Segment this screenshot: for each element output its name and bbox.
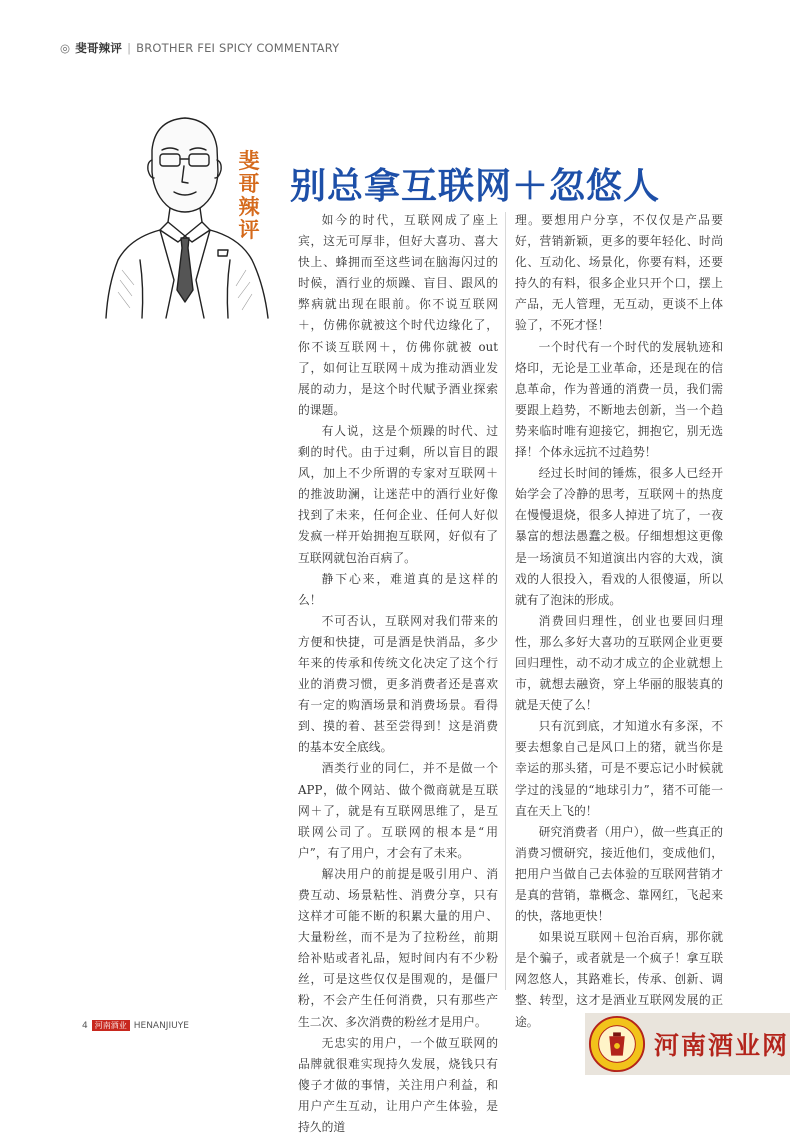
site-watermark: [585, 1013, 790, 1075]
page-number: 4: [82, 1020, 88, 1031]
article-paragraph: 经过长时间的锤炼，很多人已经开始学会了冷静的思考，互联网＋的热度在慢慢退烧，很多人掉进了坑了，一夜暴富的想法愚蠢之极。仔细想想这更像是一场演员不知道演出内容的大戏，演戏的人很投入，看戏的人很傻逼，所以就有了泡沫的形成。: [515, 466, 723, 607]
article-paragraph: 静下心来，难道真的是这样的么！: [298, 571, 498, 607]
running-header: [60, 40, 339, 56]
column-tag-char: 斐: [238, 149, 260, 173]
magazine-name-english: HENANJIUYE: [133, 1020, 189, 1031]
article-title: 别总拿互联网＋忽悠人: [290, 166, 661, 207]
article-paragraph: 酒类行业的同仁，并不是做一个APP，做个网站、做个微商就是互联网＋了，就是有互联网思维了，是互联网公司了。互联网的根本是“用户”，有了用户，才会有了未来。: [298, 761, 498, 860]
article-paragraph: 一个时代有一个时代的发展轨迹和烙印，无论是工业革命，还是现在的信息革命，作为普通的消费一员，我们需要跟上趋势，不断地去创新，当一个趋势来临时唯有迎接它，拥抱它，别无选择！个体永远抗不过趋势！: [515, 339, 723, 460]
page-footer: [82, 1020, 189, 1031]
column-tag-char: 哥: [238, 172, 260, 196]
article-paragraph: 理。要想用户分享，不仅仅是产品要好，营销新颖，更多的要年轻化、时尚化、互动化、场景化，你要有料，还要持久的有料，很多企业只开个口，摆上产品，无人管理，无互动，更谈不上体验了，不死才怪！: [515, 213, 723, 333]
article-paragraph: 如今的时代，互联网成了座上宾，这无可厚非，但好大喜功、喜大快上、蜂拥而至这些词在脑海闪过的时候，酒行业的烦躁、盲目、跟风的弊病就出现在眼前。你不说互联网＋，仿佛你就被这个时代边缘化了，你不谈互联网＋，仿佛你就被 out 了，如何让互联网＋成为推动酒业发展的动力，是这个时代赋予酒业探索的课题。: [298, 213, 498, 417]
article-paragraph: 解决用户的前提是吸引用户、消费互动、场景粘性、消费分享，只有这样才可能不断的积累大量的用户、大量粉丝，而不是为了拉粉丝，前期给补贴或者礼品，短时间内有不少粉丝，可是这些仅仅是围观的，是僵尸粉，不会产生任何消费，只有那些产生二次、多次消费的粉丝才是用户。: [298, 866, 498, 1029]
article-paragraph: 研究消费者（用户），做一些真正的消费习惯研究，接近他们，变成他们，把用户当做自己去体验的互联网营销才是真的营销，靠概念、靠网红，飞起来的快，落地更快！: [515, 824, 723, 924]
article-paragraph: 如果说互联网＋包治百病，那你就是个骗子，或者就是一个疯子！拿互联网忽悠人，其路难长，传承、创新、调整、转型，这才是酒业互联网发展的正途。: [515, 930, 723, 1029]
header-separator: |: [127, 41, 132, 55]
article-column-left: [298, 210, 498, 1138]
article-column-right: [515, 210, 723, 1033]
magazine-name: 河南酒业: [92, 1020, 130, 1031]
column-name-english: BROTHER FEI SPICY COMMENTARY: [136, 41, 340, 55]
column-name: 斐哥辣评: [75, 41, 123, 55]
article-paragraph: 消费回归理性，创业也要回归理性，那么多好大喜功的互联网企业更要回归理性，动不动才成立的企业就想上市，就想去融资，穿上华丽的服装真的就是天使了么！: [515, 613, 723, 713]
column-tag-char: 评: [238, 218, 260, 242]
watermark-brand: 河南酒业网: [654, 1031, 790, 1060]
article-paragraph: 不可否认，互联网对我们带来的方便和快捷，可是酒是快消品，多少年来的传承和传统文化决定了这个行业的消费习惯，更多消费者还是喜欢有一定的购酒场景和消费场景。看得到、摸的着、甚至尝得到！这是消费的基本安全底线。: [298, 613, 498, 755]
column-divider: [505, 212, 506, 990]
column-tag: [236, 150, 262, 242]
association-seal-logo: [588, 1015, 646, 1073]
column-tag-char: 辣: [238, 195, 260, 219]
circle-icon: ◎: [60, 41, 71, 55]
article-paragraph: 无忠实的用户，一个做互联网的品牌就很难实现持久发展，烧钱只有傻子才做的事情，关注用户利益，和用户产生互动，让用户产生体验，是持久的道: [298, 1035, 498, 1135]
article-paragraph: 只有沉到底，才知道水有多深，不要去想象自己是风口上的猪，就当你是幸运的那头猪，可是不要忘记小时候就学过的浅显的“地球引力”，猪不可能一直在天上飞的！: [515, 719, 723, 818]
article-paragraph: 有人说，这是个烦躁的时代、过剩的时代。由于过剩，所以盲目的跟风，加上不少所谓的专家对互联网＋的推波助澜，让迷茫中的酒行业好像找到了未来，任何企业、任何人好似发疯一样开始拥抱互联网，好似有了互联网就包治百病了。: [298, 423, 498, 565]
